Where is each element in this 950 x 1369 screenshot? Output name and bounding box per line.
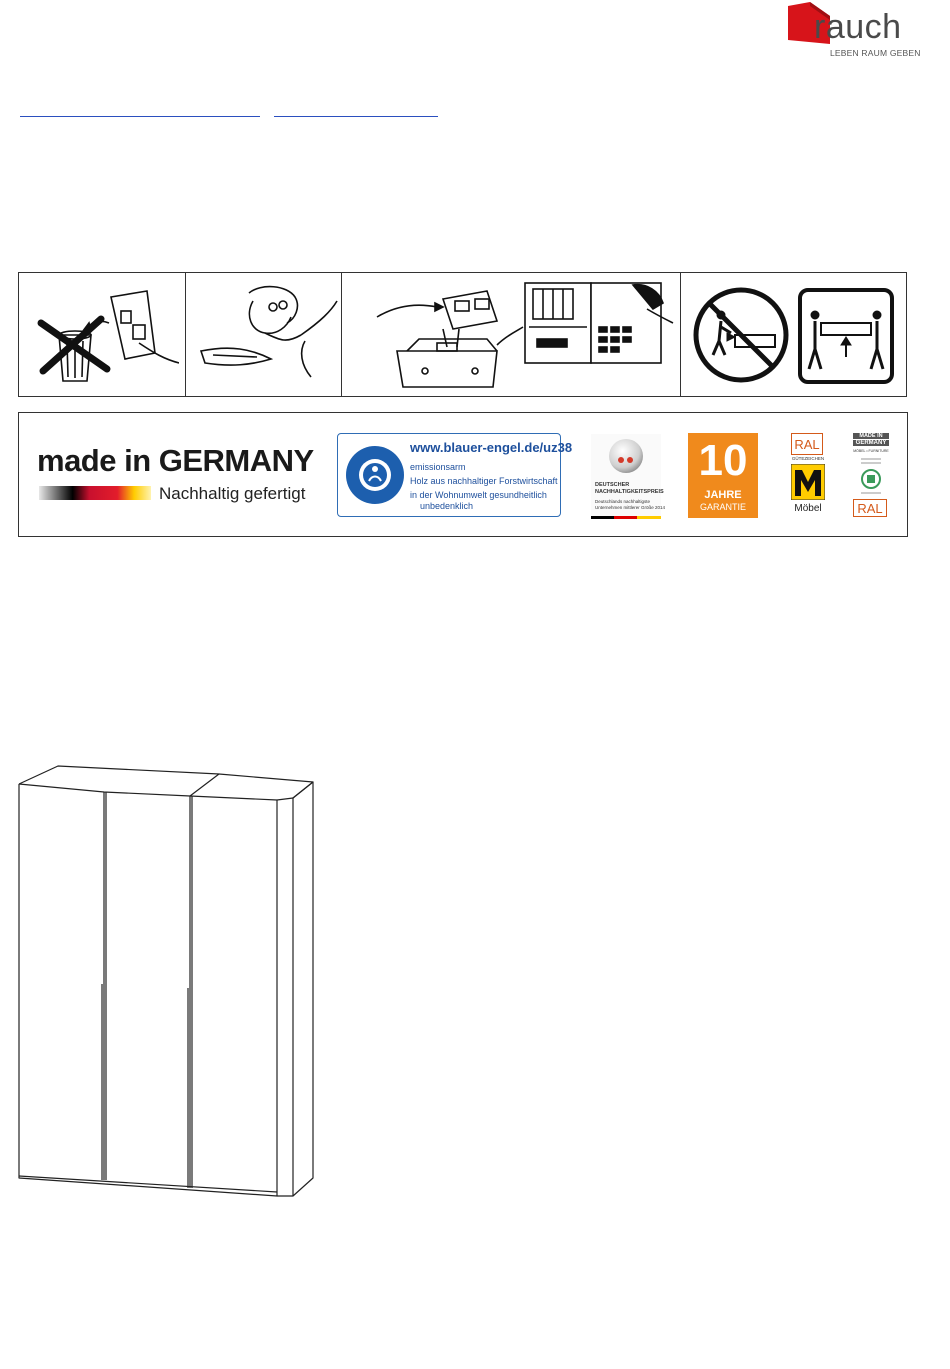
ral-bottom: Möbel [794,503,822,514]
ral-guetezeichen-badge [791,433,825,518]
brand-tagline: LEBEN RAUM GEBEN [830,48,921,58]
lift-furniture-icon [797,287,895,385]
rauch-logo [786,2,921,58]
garantie-badge [688,433,758,518]
nachhaltigkeitspreis-line4: Unternehmen mittlerer Größe 2014 [595,505,666,510]
brand-name: rauch [814,8,902,46]
blauer-engel-bullet-3: in der Wohnumwelt gesundheitlich [410,490,547,500]
file-documents-icon [347,279,677,391]
nachhaltigkeitspreis-line3: Deutschlands nachhaltigste [595,499,651,504]
nachhaltigkeitspreis-line2: NACHHALTIGKEITSPREIS [595,489,664,495]
instruction-strip [18,272,907,397]
ral-made-in-germany-badge [853,433,889,518]
no-push-icon [691,285,791,385]
sustainability-sphere-icon [607,436,645,476]
link-1[interactable] [20,116,260,117]
link-2[interactable] [274,116,438,117]
made-in-germany-subtitle: Nachhaltig gefertigt [159,484,306,503]
garantie-line2: GARANTIE [699,502,746,512]
moebel-m-icon [791,464,825,500]
made-in-germany-title: made in GERMANY [37,443,314,478]
ral-mig-top1: MADE IN [853,433,889,439]
read-instructions-icon [191,281,339,389]
blauer-engel-url: www.blauer-engel.de/uz38 [410,440,573,455]
nachhaltigkeitspreis-badge [591,434,666,519]
ral-mig-bottom: RAL [853,499,887,517]
no-trash-icon [29,283,179,388]
garantie-years: 10 [698,436,748,485]
blauer-engel-seal-icon [344,441,406,509]
blauer-engel-bullet-1: emissionsarm [410,462,466,472]
ral-sub: GÜTEZEICHEN [791,456,825,461]
ral-mig-top2: GERMANY [853,440,889,446]
certificates-strip [18,412,908,537]
ral-top: RAL [791,433,823,455]
garantie-line1: JAHRE [704,489,742,501]
blauer-engel-bullet-2: Holz aus nachhaltiger Forstwirtschaft [410,476,558,486]
ral-mig-sub: MÖBEL • FURNITURE [853,449,889,453]
blauer-engel-bullet-4: unbedenklich [420,501,474,511]
nachhaltigkeitspreis-line1: DEUTSCHER [595,482,630,488]
german-flag-bar-icon [39,486,151,500]
blauer-engel-label [337,433,573,517]
wardrobe-drawing [14,760,320,1200]
ral-mig-seal-icon [859,457,883,497]
